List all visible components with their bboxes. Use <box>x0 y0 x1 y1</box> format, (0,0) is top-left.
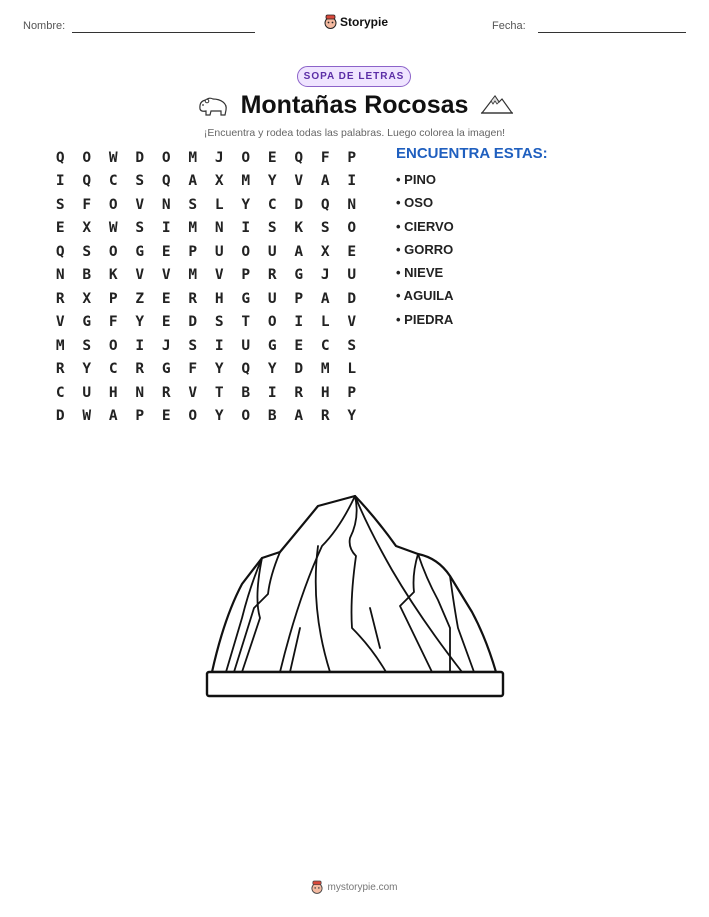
grid-letter[interactable]: V <box>135 267 145 284</box>
grid-letter[interactable]: W <box>108 220 118 237</box>
grid-letter[interactable]: N <box>135 384 145 401</box>
grid-letter[interactable]: U <box>347 267 357 284</box>
grid-letter[interactable]: N <box>55 267 65 284</box>
grid-letter[interactable]: S <box>55 196 65 213</box>
grid-letter[interactable]: Q <box>55 243 65 260</box>
grid-letter[interactable]: S <box>135 173 145 190</box>
grid-letter[interactable]: O <box>108 337 118 354</box>
grid-letter[interactable]: D <box>294 196 304 213</box>
grid-letter[interactable]: L <box>320 314 330 331</box>
grid-letter[interactable]: A <box>108 408 118 425</box>
grid-letter[interactable]: V <box>188 384 198 401</box>
grid-letter[interactable]: T <box>241 314 251 331</box>
grid-letter[interactable]: X <box>320 243 330 260</box>
grid-letter[interactable]: T <box>214 384 224 401</box>
grid-letter[interactable]: A <box>294 408 304 425</box>
grid-letter[interactable]: N <box>161 196 171 213</box>
grid-letter[interactable]: M <box>241 173 251 190</box>
grid-letter[interactable]: Q <box>241 361 251 378</box>
grid-letter[interactable]: O <box>241 243 251 260</box>
storypie-mascot-icon <box>324 14 337 29</box>
grid-letter[interactable]: S <box>188 196 198 213</box>
grid-letter[interactable]: V <box>294 173 304 190</box>
grid-letter[interactable]: P <box>188 243 198 260</box>
grid-letter[interactable]: P <box>135 408 145 425</box>
grid-letter[interactable]: K <box>294 220 304 237</box>
grid-letter[interactable]: U <box>267 243 277 260</box>
grid-letter[interactable]: V <box>55 314 65 331</box>
word-list-item: • OSO <box>396 195 434 211</box>
grid-letter[interactable]: Y <box>214 408 224 425</box>
grid-letter[interactable]: R <box>320 408 330 425</box>
grid-letter[interactable]: J <box>320 267 330 284</box>
brand-name: Storypie <box>340 14 389 29</box>
grid-letter[interactable]: M <box>188 220 198 237</box>
footer-url: mystorypie.com <box>327 881 398 893</box>
grid-letter[interactable]: N <box>214 220 224 237</box>
grid-letter[interactable]: R <box>267 267 277 284</box>
grid-letter[interactable]: U <box>241 337 251 354</box>
word-list-item: • PIEDRA <box>396 311 454 327</box>
grid-letter[interactable]: Y <box>82 361 92 378</box>
grid-letter[interactable]: I <box>161 220 171 237</box>
grid-letter[interactable]: G <box>135 243 145 260</box>
grid-letter[interactable]: S <box>188 337 198 354</box>
grid-letter[interactable]: N <box>347 196 357 213</box>
grid-letter[interactable]: E <box>161 314 171 331</box>
grid-letter[interactable]: W <box>108 149 118 166</box>
grid-letter[interactable]: E <box>55 220 65 237</box>
rocky-mountains-illustration[interactable] <box>200 488 510 703</box>
grid-letter[interactable]: V <box>347 314 357 331</box>
word-list-heading: ENCUENTRA ESTAS: <box>396 145 548 162</box>
grid-letter[interactable]: I <box>347 173 357 190</box>
grid-letter[interactable]: U <box>214 243 224 260</box>
grid-letter[interactable]: R <box>188 290 198 307</box>
grid-letter[interactable]: P <box>294 290 304 307</box>
grid-letter[interactable]: C <box>320 337 330 354</box>
word-list-item: • CIERVO <box>396 218 454 234</box>
word-search-grid[interactable] <box>47 146 365 428</box>
grid-letter[interactable]: Q <box>320 196 330 213</box>
grid-letter[interactable]: Q <box>161 173 171 190</box>
grid-letter[interactable]: G <box>294 267 304 284</box>
activity-type-badge: SOPA DE LETRAS <box>297 66 411 87</box>
grid-letter[interactable]: Z <box>135 290 145 307</box>
grid-letter[interactable]: G <box>161 361 171 378</box>
grid-letter[interactable]: B <box>241 384 251 401</box>
grid-letter[interactable]: A <box>294 243 304 260</box>
grid-letter[interactable]: U <box>82 384 92 401</box>
grid-letter[interactable]: O <box>108 243 118 260</box>
grid-letter[interactable]: A <box>320 173 330 190</box>
grid-letter[interactable]: L <box>214 196 224 213</box>
grid-letter[interactable]: F <box>320 149 330 166</box>
grid-letter[interactable]: O <box>241 408 251 425</box>
grid-letter[interactable]: G <box>241 290 251 307</box>
grid-letter[interactable]: E <box>294 337 304 354</box>
grid-letter[interactable]: J <box>214 149 224 166</box>
name-label: Nombre: <box>23 20 66 32</box>
grid-letter[interactable]: P <box>347 149 357 166</box>
grid-letter[interactable]: O <box>241 149 251 166</box>
storypie-mascot-icon <box>311 880 323 894</box>
grid-letter[interactable]: X <box>82 220 92 237</box>
grid-letter[interactable]: G <box>82 314 92 331</box>
grid-letter[interactable]: E <box>267 149 277 166</box>
grid-letter[interactable]: F <box>188 361 198 378</box>
grid-letter[interactable]: O <box>188 408 198 425</box>
grid-letter[interactable]: R <box>55 290 65 307</box>
word-list <box>396 171 454 334</box>
grid-letter[interactable]: D <box>294 361 304 378</box>
grid-letter[interactable]: S <box>347 337 357 354</box>
grid-letter[interactable]: I <box>55 173 65 190</box>
grid-letter[interactable]: O <box>267 314 277 331</box>
grid-letter[interactable]: I <box>214 337 224 354</box>
grid-letter[interactable]: Y <box>267 361 277 378</box>
grid-letter[interactable]: H <box>108 384 118 401</box>
page-title: Montañas Rocosas <box>240 91 469 119</box>
word-list-item: • PINO <box>396 172 436 187</box>
grid-letter[interactable]: F <box>108 314 118 331</box>
grid-letter[interactable]: E <box>161 408 171 425</box>
grid-letter[interactable]: D <box>347 290 357 307</box>
grid-letter[interactable]: H <box>214 290 224 307</box>
grid-letter[interactable]: S <box>135 220 145 237</box>
grid-letter[interactable]: W <box>82 408 92 425</box>
grid-letter[interactable]: G <box>267 337 277 354</box>
grid-letter[interactable]: Q <box>82 173 92 190</box>
grid-letter[interactable]: A <box>188 173 198 190</box>
grid-letter[interactable]: C <box>108 173 118 190</box>
instructions: ¡Encuentra y rodea todas las palabras. Luego colorea la imagen! <box>203 127 506 139</box>
grid-letter[interactable]: I <box>267 384 277 401</box>
footer <box>0 880 709 894</box>
grid-letter[interactable]: B <box>82 267 92 284</box>
grid-letter[interactable]: C <box>108 361 118 378</box>
grid-letter[interactable]: K <box>108 267 118 284</box>
date-label: Fecha: <box>492 20 526 32</box>
grid-letter[interactable]: R <box>135 361 145 378</box>
grid-letter[interactable]: D <box>135 149 145 166</box>
grid-letter[interactable]: H <box>320 384 330 401</box>
grid-letter[interactable]: E <box>161 243 171 260</box>
grid-letter[interactable]: R <box>161 384 171 401</box>
grid-letter[interactable]: I <box>241 220 251 237</box>
word-list-item: • NIEVE <box>396 265 444 281</box>
grid-letter[interactable]: X <box>82 290 92 307</box>
grid-letter[interactable]: P <box>241 267 251 284</box>
grid-letter[interactable]: P <box>347 384 357 401</box>
grid-letter[interactable]: E <box>347 243 357 260</box>
grid-letter[interactable]: C <box>55 384 65 401</box>
grid-letter[interactable]: Q <box>55 149 65 166</box>
grid-letter[interactable]: Q <box>294 149 304 166</box>
grid-letter[interactable]: B <box>267 408 277 425</box>
grid-letter[interactable]: O <box>82 149 92 166</box>
grid-letter[interactable]: D <box>55 408 65 425</box>
grid-letter[interactable]: S <box>82 337 92 354</box>
grid-letter[interactable]: J <box>161 337 171 354</box>
word-list-item: • AGUILA <box>396 288 454 304</box>
grid-letter[interactable]: E <box>161 290 171 307</box>
grid-letter[interactable]: C <box>267 196 277 213</box>
grid-letter[interactable]: P <box>108 290 118 307</box>
grid-letter[interactable]: M <box>188 267 198 284</box>
grid-letter[interactable]: M <box>55 337 65 354</box>
grid-letter[interactable]: Y <box>214 361 224 378</box>
grid-letter[interactable]: V <box>161 267 171 284</box>
mountain-icon <box>480 93 514 117</box>
grid-letter[interactable]: O <box>108 196 118 213</box>
grid-letter[interactable]: R <box>55 361 65 378</box>
grid-letter[interactable]: S <box>82 243 92 260</box>
grid-letter[interactable]: Y <box>241 196 251 213</box>
grid-letter[interactable]: I <box>294 314 304 331</box>
grid-letter[interactable]: S <box>267 220 277 237</box>
grid-letter[interactable]: S <box>320 220 330 237</box>
name-field-line[interactable] <box>72 32 255 33</box>
grid-letter[interactable]: Y <box>267 173 277 190</box>
word-list-item: • GORRO <box>396 241 454 257</box>
grid-letter[interactable]: I <box>135 337 145 354</box>
date-field-line[interactable] <box>538 32 686 33</box>
grid-letter[interactable]: V <box>214 267 224 284</box>
grid-letter[interactable]: A <box>320 290 330 307</box>
grid-letter[interactable]: Y <box>347 408 357 425</box>
brand-logo <box>324 14 388 29</box>
grid-letter[interactable]: R <box>294 384 304 401</box>
grid-letter[interactable]: U <box>267 290 277 307</box>
grid-letter[interactable]: L <box>347 361 357 378</box>
grid-letter[interactable]: Y <box>135 314 145 331</box>
grid-letter[interactable]: D <box>188 314 198 331</box>
grid-letter[interactable]: X <box>214 173 224 190</box>
grid-letter[interactable]: M <box>188 149 198 166</box>
grid-letter[interactable]: V <box>135 196 145 213</box>
grid-letter[interactable]: F <box>82 196 92 213</box>
grid-letter[interactable]: O <box>347 220 357 237</box>
grid-letter[interactable]: S <box>214 314 224 331</box>
grid-letter[interactable]: O <box>161 149 171 166</box>
grid-letter[interactable]: M <box>320 361 330 378</box>
